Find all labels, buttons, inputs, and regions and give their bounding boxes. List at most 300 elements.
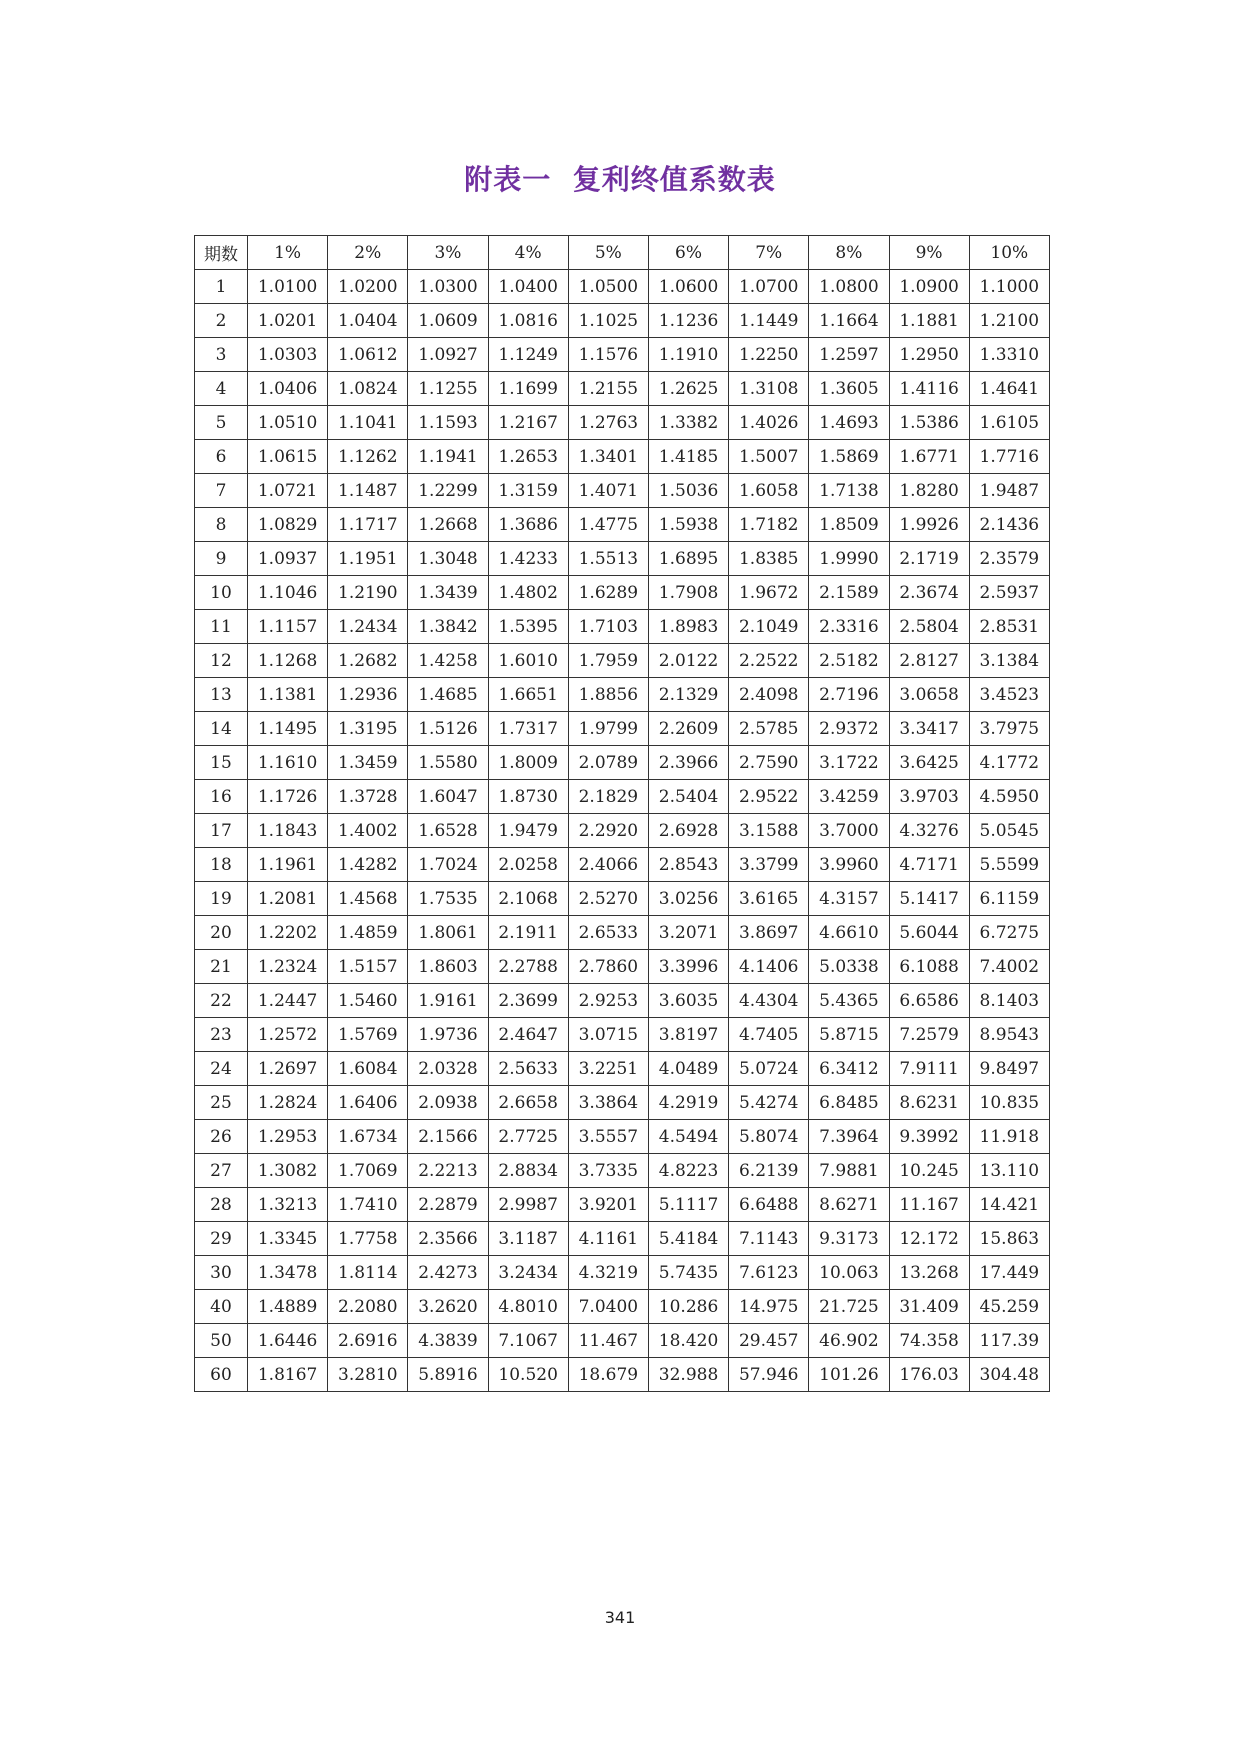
factor-cell: 1.7069 xyxy=(328,1154,408,1188)
factor-cell: 1.7103 xyxy=(568,610,648,644)
period-cell: 3 xyxy=(195,338,248,372)
factor-cell: 117.39 xyxy=(969,1324,1049,1358)
factor-cell: 1.4185 xyxy=(648,440,728,474)
factor-cell: 1.4002 xyxy=(328,814,408,848)
factor-cell: 1.1046 xyxy=(248,576,328,610)
factor-cell: 1.9990 xyxy=(809,542,889,576)
factor-cell: 1.5007 xyxy=(729,440,809,474)
factor-cell: 2.3674 xyxy=(889,576,969,610)
factor-cell: 7.6123 xyxy=(729,1256,809,1290)
factor-cell: 1.7758 xyxy=(328,1222,408,1256)
factor-cell: 1.9926 xyxy=(889,508,969,542)
factor-cell: 3.0715 xyxy=(568,1018,648,1052)
factor-cell: 2.2788 xyxy=(488,950,568,984)
period-cell: 21 xyxy=(195,950,248,984)
factor-cell: 3.2810 xyxy=(328,1358,408,1392)
factor-cell: 1.7908 xyxy=(648,576,728,610)
factor-cell: 1.1726 xyxy=(248,780,328,814)
factor-cell: 1.2434 xyxy=(328,610,408,644)
factor-cell: 18.679 xyxy=(568,1358,648,1392)
factor-cell: 1.1593 xyxy=(408,406,488,440)
period-cell: 9 xyxy=(195,542,248,576)
page-title: 附表一 复利终值系数表 xyxy=(464,163,776,196)
factor-cell: 1.0800 xyxy=(809,270,889,304)
factor-cell: 1.6289 xyxy=(568,576,648,610)
factor-cell: 46.902 xyxy=(809,1324,889,1358)
factor-cell: 1.6058 xyxy=(729,474,809,508)
header-rate: 5% xyxy=(568,236,648,270)
factor-cell: 74.358 xyxy=(889,1324,969,1358)
factor-cell: 2.1068 xyxy=(488,882,568,916)
factor-cell: 1.0829 xyxy=(248,508,328,542)
factor-cell: 31.409 xyxy=(889,1290,969,1324)
factor-cell: 2.7860 xyxy=(568,950,648,984)
factor-cell: 1.6047 xyxy=(408,780,488,814)
factor-cell: 29.457 xyxy=(729,1324,809,1358)
period-cell: 10 xyxy=(195,576,248,610)
header-rate: 10% xyxy=(969,236,1049,270)
factor-cell: 1.0500 xyxy=(568,270,648,304)
factor-cell: 1.2572 xyxy=(248,1018,328,1052)
factor-cell: 1.0612 xyxy=(328,338,408,372)
factor-cell: 1.9487 xyxy=(969,474,1049,508)
period-cell: 7 xyxy=(195,474,248,508)
factor-cell: 3.3996 xyxy=(648,950,728,984)
factor-cell: 5.8074 xyxy=(729,1120,809,1154)
factor-cell: 4.4304 xyxy=(729,984,809,1018)
factor-cell: 2.5785 xyxy=(729,712,809,746)
header-rate: 7% xyxy=(729,236,809,270)
table-row xyxy=(195,814,1050,848)
period-cell: 22 xyxy=(195,984,248,1018)
factor-cell: 4.5494 xyxy=(648,1120,728,1154)
factor-cell: 4.2919 xyxy=(648,1086,728,1120)
factor-cell: 4.0489 xyxy=(648,1052,728,1086)
factor-cell: 1.4116 xyxy=(889,372,969,406)
factor-cell: 11.918 xyxy=(969,1120,1049,1154)
factor-cell: 6.6488 xyxy=(729,1188,809,1222)
factor-cell: 1.0100 xyxy=(248,270,328,304)
factor-cell: 8.9543 xyxy=(969,1018,1049,1052)
factor-cell: 1.3382 xyxy=(648,406,728,440)
factor-cell: 1.0700 xyxy=(729,270,809,304)
period-cell: 27 xyxy=(195,1154,248,1188)
factor-cell: 101.26 xyxy=(809,1358,889,1392)
factor-cell: 2.0938 xyxy=(408,1086,488,1120)
factor-cell: 176.03 xyxy=(889,1358,969,1392)
factor-cell: 1.5869 xyxy=(809,440,889,474)
factor-cell: 1.8983 xyxy=(648,610,728,644)
factor-cell: 3.0658 xyxy=(889,678,969,712)
period-cell: 40 xyxy=(195,1290,248,1324)
factor-cell: 2.8531 xyxy=(969,610,1049,644)
factor-cell: 2.9522 xyxy=(729,780,809,814)
period-cell: 30 xyxy=(195,1256,248,1290)
factor-cell: 1.1255 xyxy=(408,372,488,406)
factor-cell: 1.6528 xyxy=(408,814,488,848)
factor-cell: 2.1329 xyxy=(648,678,728,712)
factor-cell: 2.0122 xyxy=(648,644,728,678)
factor-cell: 2.8543 xyxy=(648,848,728,882)
factor-cell: 5.0338 xyxy=(809,950,889,984)
factor-cell: 3.0256 xyxy=(648,882,728,916)
table-row xyxy=(195,1256,1050,1290)
factor-cell: 7.9111 xyxy=(889,1052,969,1086)
factor-cell: 1.6895 xyxy=(648,542,728,576)
factor-cell: 3.3799 xyxy=(729,848,809,882)
period-cell: 20 xyxy=(195,916,248,950)
factor-cell: 1.3310 xyxy=(969,338,1049,372)
table-row xyxy=(195,406,1050,440)
period-cell: 13 xyxy=(195,678,248,712)
factor-cell: 1.5036 xyxy=(648,474,728,508)
factor-cell: 1.3048 xyxy=(408,542,488,576)
factor-cell: 1.1381 xyxy=(248,678,328,712)
table-row xyxy=(195,338,1050,372)
factor-cell: 1.1000 xyxy=(969,270,1049,304)
table-row xyxy=(195,882,1050,916)
factor-cell: 3.9703 xyxy=(889,780,969,814)
factor-cell: 2.5937 xyxy=(969,576,1049,610)
compound-interest-table xyxy=(194,235,1050,1392)
table-row xyxy=(195,372,1050,406)
factor-cell: 1.3686 xyxy=(488,508,568,542)
factor-cell: 1.0510 xyxy=(248,406,328,440)
factor-cell: 9.3992 xyxy=(889,1120,969,1154)
factor-cell: 5.0724 xyxy=(729,1052,809,1086)
factor-cell: 5.7435 xyxy=(648,1256,728,1290)
factor-cell: 1.3439 xyxy=(408,576,488,610)
factor-cell: 4.3219 xyxy=(568,1256,648,1290)
factor-cell: 1.1236 xyxy=(648,304,728,338)
factor-cell: 10.286 xyxy=(648,1290,728,1324)
factor-cell: 1.3159 xyxy=(488,474,568,508)
factor-cell: 1.9479 xyxy=(488,814,568,848)
factor-cell: 1.1249 xyxy=(488,338,568,372)
factor-cell: 1.2936 xyxy=(328,678,408,712)
factor-cell: 2.8127 xyxy=(889,644,969,678)
factor-cell: 1.8603 xyxy=(408,950,488,984)
factor-cell: 2.9253 xyxy=(568,984,648,1018)
period-cell: 25 xyxy=(195,1086,248,1120)
factor-cell: 1.3108 xyxy=(729,372,809,406)
factor-cell: 2.4647 xyxy=(488,1018,568,1052)
factor-cell: 1.2668 xyxy=(408,508,488,542)
factor-cell: 1.0824 xyxy=(328,372,408,406)
table-header-row xyxy=(195,236,1050,270)
factor-cell: 5.1417 xyxy=(889,882,969,916)
factor-cell: 1.0400 xyxy=(488,270,568,304)
factor-cell: 3.6165 xyxy=(729,882,809,916)
factor-cell: 3.2620 xyxy=(408,1290,488,1324)
factor-cell: 10.245 xyxy=(889,1154,969,1188)
factor-cell: 1.0900 xyxy=(889,270,969,304)
factor-cell: 2.7196 xyxy=(809,678,889,712)
factor-cell: 1.6771 xyxy=(889,440,969,474)
factor-cell: 14.421 xyxy=(969,1188,1049,1222)
factor-cell: 2.2522 xyxy=(729,644,809,678)
factor-cell: 1.1881 xyxy=(889,304,969,338)
factor-cell: 1.3728 xyxy=(328,780,408,814)
factor-cell: 1.2299 xyxy=(408,474,488,508)
factor-cell: 1.8114 xyxy=(328,1256,408,1290)
factor-cell: 1.8061 xyxy=(408,916,488,950)
factor-cell: 1.1268 xyxy=(248,644,328,678)
factor-cell: 5.5599 xyxy=(969,848,1049,882)
factor-cell: 2.6533 xyxy=(568,916,648,950)
factor-cell: 1.1262 xyxy=(328,440,408,474)
period-cell: 8 xyxy=(195,508,248,542)
factor-cell: 1.2190 xyxy=(328,576,408,610)
factor-cell: 3.4523 xyxy=(969,678,1049,712)
factor-cell: 7.1143 xyxy=(729,1222,809,1256)
factor-cell: 1.0303 xyxy=(248,338,328,372)
factor-cell: 4.1772 xyxy=(969,746,1049,780)
factor-cell: 2.0789 xyxy=(568,746,648,780)
table-row xyxy=(195,984,1050,1018)
factor-cell: 2.1436 xyxy=(969,508,1049,542)
period-cell: 14 xyxy=(195,712,248,746)
factor-cell: 3.3864 xyxy=(568,1086,648,1120)
table-row xyxy=(195,508,1050,542)
factor-cell: 2.1719 xyxy=(889,542,969,576)
factor-cell: 2.3579 xyxy=(969,542,1049,576)
table-row xyxy=(195,712,1050,746)
factor-cell: 1.2625 xyxy=(648,372,728,406)
table-row xyxy=(195,678,1050,712)
factor-cell: 1.2250 xyxy=(729,338,809,372)
factor-cell: 1.5386 xyxy=(889,406,969,440)
factor-cell: 1.3842 xyxy=(408,610,488,644)
factor-cell: 1.1495 xyxy=(248,712,328,746)
factor-cell: 3.9201 xyxy=(568,1188,648,1222)
factor-cell: 3.2434 xyxy=(488,1256,568,1290)
factor-cell: 3.1588 xyxy=(729,814,809,848)
factor-cell: 15.863 xyxy=(969,1222,1049,1256)
factor-cell: 1.8509 xyxy=(809,508,889,542)
factor-cell: 1.7716 xyxy=(969,440,1049,474)
period-cell: 1 xyxy=(195,270,248,304)
factor-cell: 1.5157 xyxy=(328,950,408,984)
factor-cell: 1.2100 xyxy=(969,304,1049,338)
factor-cell: 10.835 xyxy=(969,1086,1049,1120)
factor-cell: 2.1566 xyxy=(408,1120,488,1154)
factor-cell: 10.520 xyxy=(488,1358,568,1392)
factor-cell: 1.6010 xyxy=(488,644,568,678)
factor-cell: 1.3478 xyxy=(248,1256,328,1290)
factor-cell: 6.7275 xyxy=(969,916,1049,950)
table-row xyxy=(195,1052,1050,1086)
factor-cell: 2.3566 xyxy=(408,1222,488,1256)
factor-cell: 3.1384 xyxy=(969,644,1049,678)
factor-cell: 2.9372 xyxy=(809,712,889,746)
factor-cell: 1.0721 xyxy=(248,474,328,508)
header-rate: 6% xyxy=(648,236,728,270)
factor-cell: 1.8167 xyxy=(248,1358,328,1392)
factor-cell: 7.1067 xyxy=(488,1324,568,1358)
factor-cell: 45.259 xyxy=(969,1290,1049,1324)
factor-cell: 1.0404 xyxy=(328,304,408,338)
factor-cell: 2.2080 xyxy=(328,1290,408,1324)
factor-cell: 1.8385 xyxy=(729,542,809,576)
factor-cell: 4.7405 xyxy=(729,1018,809,1052)
header-rate: 1% xyxy=(248,236,328,270)
factor-cell: 2.2879 xyxy=(408,1188,488,1222)
factor-cell: 4.6610 xyxy=(809,916,889,950)
factor-cell: 2.6916 xyxy=(328,1324,408,1358)
factor-cell: 2.5404 xyxy=(648,780,728,814)
table-row xyxy=(195,440,1050,474)
period-cell: 4 xyxy=(195,372,248,406)
factor-cell: 1.7138 xyxy=(809,474,889,508)
factor-cell: 13.268 xyxy=(889,1256,969,1290)
factor-cell: 1.8856 xyxy=(568,678,648,712)
factor-cell: 3.6035 xyxy=(648,984,728,1018)
factor-cell: 3.2071 xyxy=(648,916,728,950)
factor-cell: 1.7024 xyxy=(408,848,488,882)
factor-cell: 13.110 xyxy=(969,1154,1049,1188)
factor-cell: 1.3213 xyxy=(248,1188,328,1222)
factor-cell: 1.8009 xyxy=(488,746,568,780)
factor-cell: 6.6586 xyxy=(889,984,969,1018)
factor-cell: 21.725 xyxy=(809,1290,889,1324)
factor-cell: 3.4259 xyxy=(809,780,889,814)
factor-cell: 3.5557 xyxy=(568,1120,648,1154)
factor-cell: 1.8730 xyxy=(488,780,568,814)
page-number: 341 xyxy=(604,1608,636,1627)
factor-cell: 2.9987 xyxy=(488,1188,568,1222)
factor-cell: 2.4098 xyxy=(729,678,809,712)
factor-cell: 9.3173 xyxy=(809,1222,889,1256)
factor-cell: 4.8223 xyxy=(648,1154,728,1188)
factor-cell: 1.7535 xyxy=(408,882,488,916)
period-cell: 60 xyxy=(195,1358,248,1392)
period-cell: 29 xyxy=(195,1222,248,1256)
factor-cell: 3.2251 xyxy=(568,1052,648,1086)
factor-cell: 2.6658 xyxy=(488,1086,568,1120)
factor-cell: 2.3699 xyxy=(488,984,568,1018)
factor-cell: 1.2324 xyxy=(248,950,328,984)
factor-cell: 304.48 xyxy=(969,1358,1049,1392)
factor-cell: 1.1910 xyxy=(648,338,728,372)
table-row xyxy=(195,848,1050,882)
table-row xyxy=(195,542,1050,576)
factor-cell: 1.4641 xyxy=(969,372,1049,406)
factor-cell: 1.9672 xyxy=(729,576,809,610)
factor-cell: 1.1157 xyxy=(248,610,328,644)
header-rate: 3% xyxy=(408,236,488,270)
factor-cell: 3.1187 xyxy=(488,1222,568,1256)
factor-cell: 1.4568 xyxy=(328,882,408,916)
factor-cell: 1.0406 xyxy=(248,372,328,406)
factor-cell: 1.0937 xyxy=(248,542,328,576)
factor-cell: 7.4002 xyxy=(969,950,1049,984)
factor-cell: 1.2653 xyxy=(488,440,568,474)
period-cell: 11 xyxy=(195,610,248,644)
table-row xyxy=(195,916,1050,950)
factor-cell: 1.3195 xyxy=(328,712,408,746)
factor-cell: 6.3412 xyxy=(809,1052,889,1086)
factor-cell: 2.4273 xyxy=(408,1256,488,1290)
factor-cell: 1.2081 xyxy=(248,882,328,916)
table-row xyxy=(195,1290,1050,1324)
period-cell: 50 xyxy=(195,1324,248,1358)
factor-cell: 3.3417 xyxy=(889,712,969,746)
factor-cell: 1.5395 xyxy=(488,610,568,644)
factor-cell: 7.2579 xyxy=(889,1018,969,1052)
header-period: 期数 xyxy=(195,236,248,270)
factor-cell: 1.4685 xyxy=(408,678,488,712)
factor-cell: 1.1699 xyxy=(488,372,568,406)
factor-cell: 2.7590 xyxy=(729,746,809,780)
factor-cell: 1.6446 xyxy=(248,1324,328,1358)
factor-cell: 8.1403 xyxy=(969,984,1049,1018)
factor-cell: 4.5950 xyxy=(969,780,1049,814)
factor-cell: 5.4274 xyxy=(729,1086,809,1120)
factor-cell: 1.2824 xyxy=(248,1086,328,1120)
header-rate: 2% xyxy=(328,236,408,270)
factor-cell: 1.7182 xyxy=(729,508,809,542)
factor-cell: 1.5938 xyxy=(648,508,728,542)
period-cell: 23 xyxy=(195,1018,248,1052)
table-row xyxy=(195,610,1050,644)
factor-cell: 1.6105 xyxy=(969,406,1049,440)
factor-cell: 1.1025 xyxy=(568,304,648,338)
factor-cell: 1.6084 xyxy=(328,1052,408,1086)
table-row xyxy=(195,474,1050,508)
factor-cell: 1.2697 xyxy=(248,1052,328,1086)
factor-cell: 1.4071 xyxy=(568,474,648,508)
header-rate: 8% xyxy=(809,236,889,270)
factor-cell: 2.5182 xyxy=(809,644,889,678)
factor-cell: 3.8697 xyxy=(729,916,809,950)
factor-cell: 6.8485 xyxy=(809,1086,889,1120)
factor-cell: 1.1487 xyxy=(328,474,408,508)
factor-cell: 2.5804 xyxy=(889,610,969,644)
period-cell: 24 xyxy=(195,1052,248,1086)
factor-cell: 7.9881 xyxy=(809,1154,889,1188)
factor-cell: 1.0300 xyxy=(408,270,488,304)
table-row xyxy=(195,304,1050,338)
factor-cell: 3.7975 xyxy=(969,712,1049,746)
factor-cell: 4.1161 xyxy=(568,1222,648,1256)
period-cell: 26 xyxy=(195,1120,248,1154)
factor-cell: 1.9799 xyxy=(568,712,648,746)
period-cell: 6 xyxy=(195,440,248,474)
factor-cell: 1.5513 xyxy=(568,542,648,576)
factor-cell: 2.3966 xyxy=(648,746,728,780)
factor-cell: 4.7171 xyxy=(889,848,969,882)
factor-cell: 1.5580 xyxy=(408,746,488,780)
period-cell: 18 xyxy=(195,848,248,882)
table-container xyxy=(194,235,1049,1392)
table-row xyxy=(195,576,1050,610)
factor-cell: 1.5460 xyxy=(328,984,408,1018)
period-cell: 2 xyxy=(195,304,248,338)
header-rate: 4% xyxy=(488,236,568,270)
factor-cell: 1.2155 xyxy=(568,372,648,406)
factor-cell: 3.9960 xyxy=(809,848,889,882)
factor-cell: 6.1159 xyxy=(969,882,1049,916)
factor-cell: 1.7959 xyxy=(568,644,648,678)
factor-cell: 1.1610 xyxy=(248,746,328,780)
factor-cell: 1.0609 xyxy=(408,304,488,338)
factor-cell: 32.988 xyxy=(648,1358,728,1392)
factor-cell: 4.1406 xyxy=(729,950,809,984)
factor-cell: 1.1576 xyxy=(568,338,648,372)
factor-cell: 1.0201 xyxy=(248,304,328,338)
table-row xyxy=(195,1120,1050,1154)
